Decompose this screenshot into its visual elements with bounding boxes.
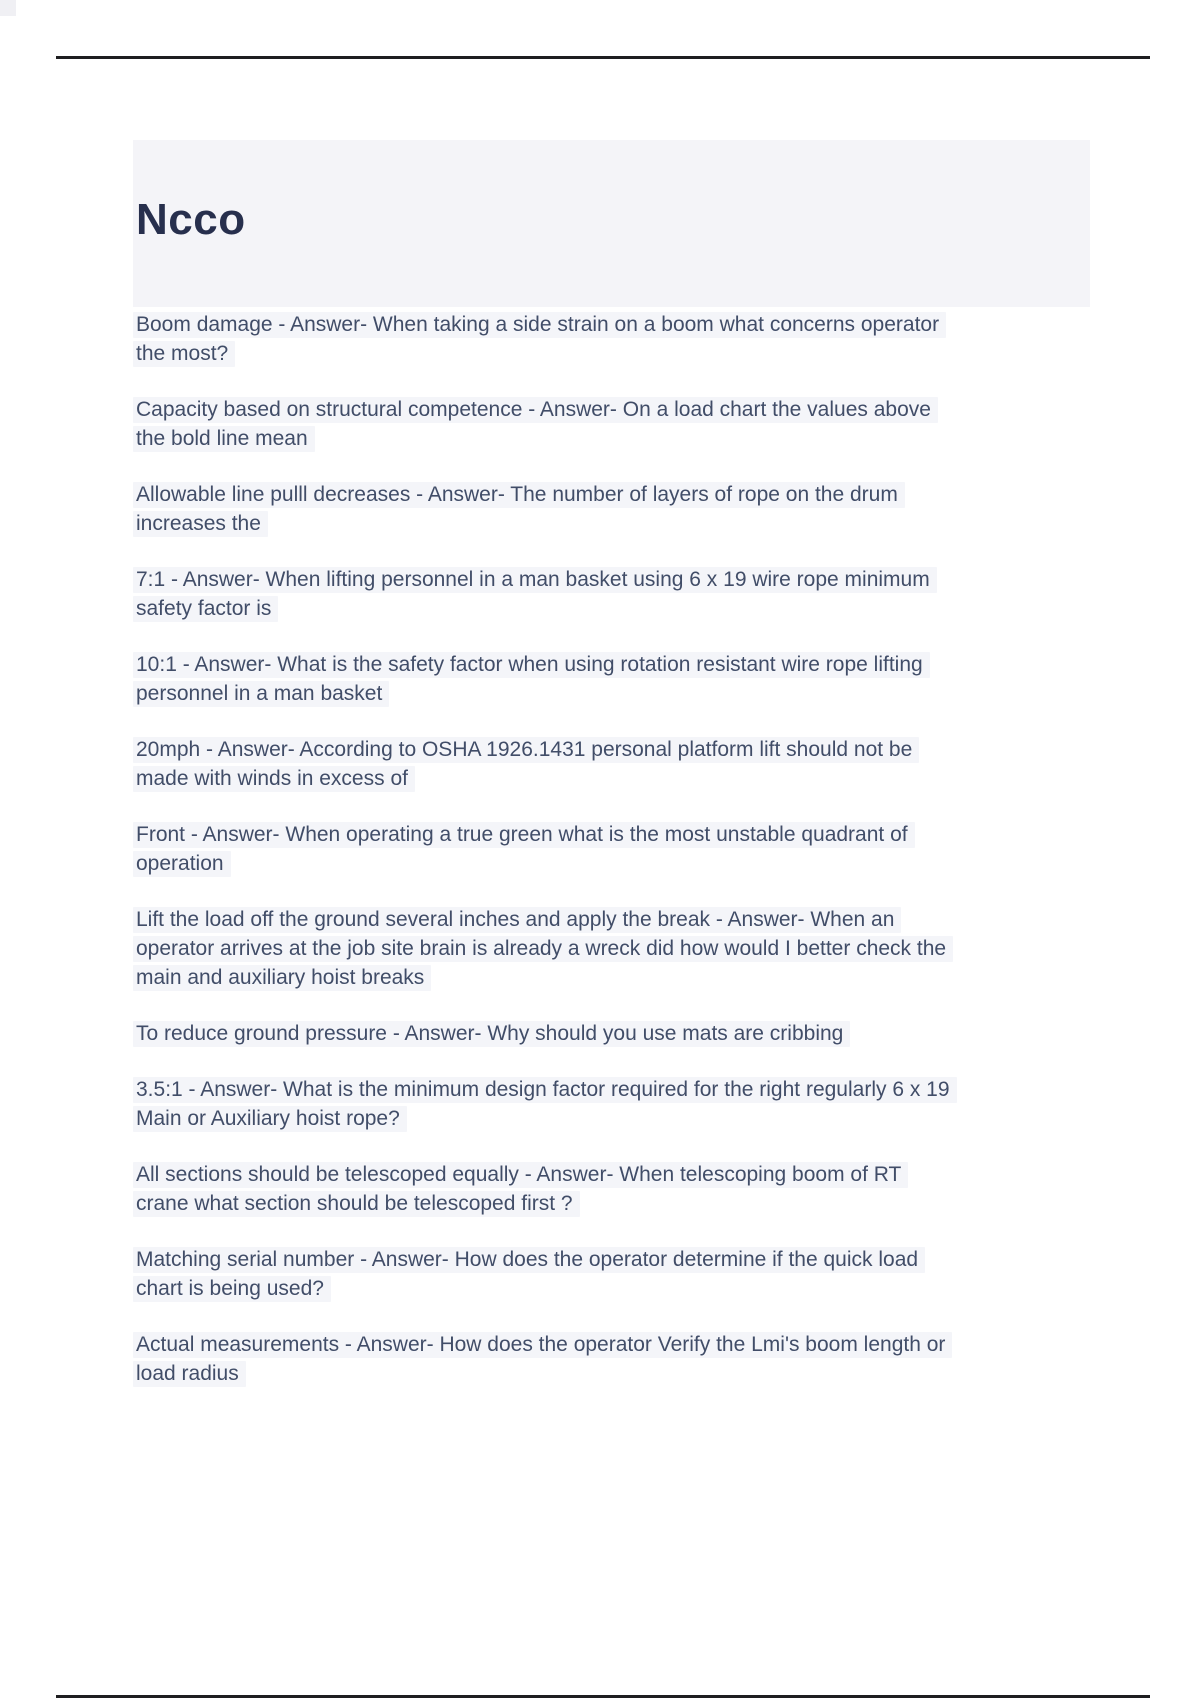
qa-item (133, 905, 1143, 992)
bottom-divider (56, 1695, 1150, 1698)
qa-line: the most? (133, 339, 1143, 368)
qa-line: All sections should be telescoped equally - Answer- When telescoping boom of RT (133, 1160, 1143, 1189)
qa-line: Boom damage - Answer- When taking a side strain on a boom what concerns operator (133, 310, 1143, 339)
qa-item (133, 1245, 1143, 1303)
qa-item (133, 1160, 1143, 1218)
qa-item (133, 1019, 1143, 1048)
qa-line: increases the (133, 509, 1143, 538)
qa-line: operator arrives at the job site brain is already a wreck did how would I better check the (133, 934, 1143, 963)
qa-line: 10:1 - Answer- What is the safety factor when using rotation resistant wire rope lifting (133, 650, 1143, 679)
qa-line: 7:1 - Answer- When lifting personnel in a man basket using 6 x 19 wire rope minimum (133, 565, 1143, 594)
document-body (133, 310, 1143, 1415)
title-block (133, 140, 1090, 307)
qa-line: crane what section should be telescoped first ? (133, 1189, 1143, 1218)
qa-line: Matching serial number - Answer- How does the operator determine if the quick load (133, 1245, 1143, 1274)
qa-item (133, 480, 1143, 538)
qa-line: Capacity based on structural competence - Answer- On a load chart the values above (133, 395, 1143, 424)
qa-item (133, 1075, 1143, 1133)
qa-line: chart is being used? (133, 1274, 1143, 1303)
qa-line: Main or Auxiliary hoist rope? (133, 1104, 1143, 1133)
qa-item (133, 820, 1143, 878)
qa-line: operation (133, 849, 1143, 878)
qa-line: 3.5:1 - Answer- What is the minimum design factor required for the right regularly 6 x 19 (133, 1075, 1143, 1104)
qa-line: Front - Answer- When operating a true green what is the most unstable quadrant of (133, 820, 1143, 849)
qa-item (133, 310, 1143, 368)
qa-item (133, 395, 1143, 453)
qa-item (133, 650, 1143, 708)
qa-line: Actual measurements - Answer- How does the operator Verify the Lmi's boom length or (133, 1330, 1143, 1359)
corner-artifact (0, 0, 16, 16)
top-divider (56, 56, 1150, 59)
qa-item (133, 735, 1143, 793)
qa-item (133, 1330, 1143, 1388)
qa-line: safety factor is (133, 594, 1143, 623)
qa-line: To reduce ground pressure - Answer- Why should you use mats are cribbing (133, 1019, 1143, 1048)
qa-item (133, 565, 1143, 623)
qa-line: Allowable line pulll decreases - Answer- The number of layers of rope on the drum (133, 480, 1143, 509)
page-title: Ncco (136, 195, 246, 244)
qa-line: load radius (133, 1359, 1143, 1388)
qa-line: 20mph - Answer- According to OSHA 1926.1431 personal platform lift should not be (133, 735, 1143, 764)
qa-line: main and auxiliary hoist breaks (133, 963, 1143, 992)
qa-line: Lift the load off the ground several inches and apply the break - Answer- When an (133, 905, 1143, 934)
qa-line: personnel in a man basket (133, 679, 1143, 708)
qa-line: the bold line mean (133, 424, 1143, 453)
qa-line: made with winds in excess of (133, 764, 1143, 793)
